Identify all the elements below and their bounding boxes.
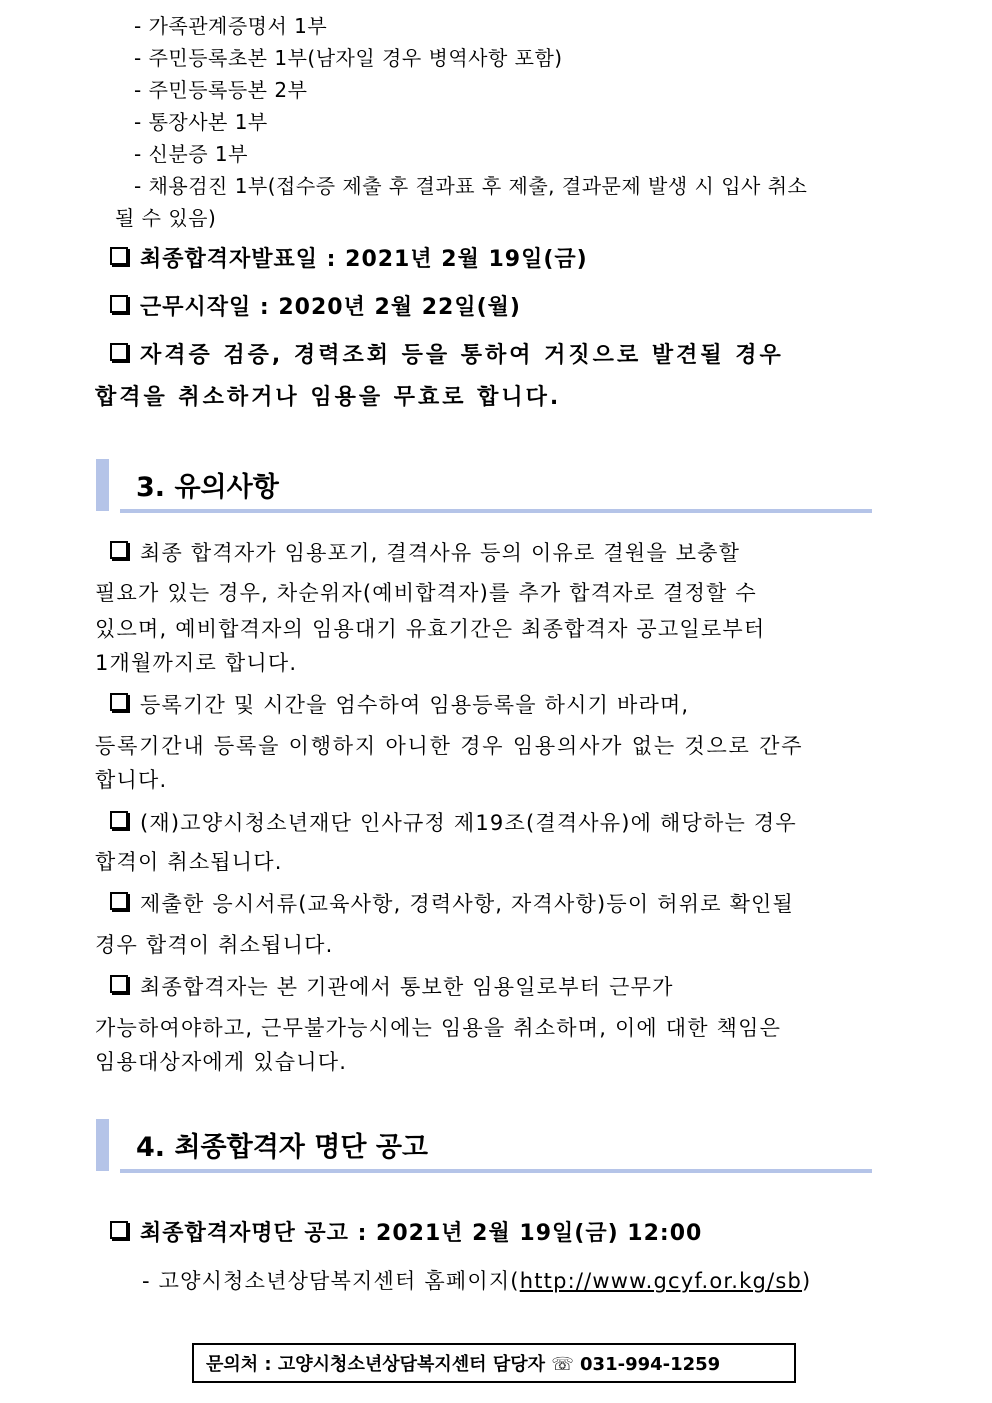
notice-line: 등록기간내 등록을 이행하지 아니한 경우 임용의사가 없는 것으로 간주: [95, 734, 804, 758]
doc-item: - 주민등록초본 1부(남자일 경우 병역사항 포함): [134, 46, 563, 70]
section-accent-bar: [96, 459, 109, 511]
section-underline: [120, 1169, 872, 1173]
section-4-header: [96, 1119, 872, 1171]
checkbox-icon: [110, 247, 128, 265]
checkbox-icon: [110, 693, 128, 711]
section-title: 3. 유의사항: [136, 472, 279, 503]
notice-line: 필요가 있는 경우, 차순위자(예비합격자)를 추가 합격자로 결정할 수: [95, 581, 757, 605]
contact-text: 문의처 : 고양시청소년상담복지센터 담당자 ☏ 031-994-1259: [206, 1354, 721, 1375]
notice-line: 있으며, 예비합격자의 임용대기 유효기간은 최종합격자 공고일로부터: [95, 617, 766, 641]
checkbox-icon: [110, 1221, 128, 1239]
section-title: 4. 최종합격자 명단 공고: [136, 1132, 428, 1163]
notice-line: 임용대상자에게 있습니다.: [95, 1050, 348, 1074]
notice-line: 1개월까지로 합니다.: [95, 651, 298, 675]
final-announce-date: 최종합격자발표일 : 2021년 2월 19일(금): [110, 242, 588, 273]
checkbox-icon: [110, 343, 128, 361]
notice-line: 등록기간 및 시간을 엄수하여 임용등록을 하시기 바라며,: [110, 689, 689, 719]
doc-item: - 채용검진 1부(접수증 제출 후 결과표 후 제출, 결과문제 발생 시 입사 취소: [134, 174, 808, 198]
list-announce-date: 최종합격자명단 공고 : 2021년 2월 19일(금) 12:00: [110, 1216, 702, 1247]
checkbox-icon: [110, 975, 128, 993]
checkbox-icon: [110, 541, 128, 559]
section-underline: [120, 509, 872, 513]
work-start-date: 근무시작일 : 2020년 2월 22일(월): [110, 290, 521, 321]
doc-item: - 가족관계증명서 1부: [134, 14, 328, 38]
notice-line: 제출한 응시서류(교육사항, 경력사항, 자격사항)등이 허위로 확인될: [110, 888, 794, 918]
homepage-line: - 고양시청소년상담복지센터 홈페이지(http://www.gcyf.or.kg/sb): [142, 1269, 812, 1293]
notice-line: 합니다.: [95, 768, 168, 792]
doc-item: - 주민등록등본 2부: [134, 78, 308, 102]
notice-line: 가능하여야하고, 근무불가능시에는 임용을 취소하며, 이에 대한 책임은: [95, 1016, 782, 1040]
doc-item: - 신분증 1부: [134, 142, 248, 166]
checkbox-icon: [110, 892, 128, 910]
notice-line: 경우 합격이 취소됩니다.: [95, 933, 334, 957]
section-accent-bar: [96, 1119, 109, 1171]
notice-line: 합격이 취소됩니다.: [95, 850, 283, 874]
doc-item: - 통장사본 1부: [134, 110, 268, 134]
homepage-link[interactable]: http://www.gcyf.or.kg/sb: [519, 1269, 803, 1293]
notice-line: 최종합격자는 본 기관에서 통보한 임용일로부터 근무가: [110, 971, 674, 1001]
checkbox-icon: [110, 295, 128, 313]
notice-line: 최종 합격자가 임용포기, 결격사유 등의 이유로 결원을 보충할: [110, 537, 740, 567]
false-notice-line: 자격증 검증, 경력조회 등을 통하여 거짓으로 발견될 경우: [110, 338, 784, 369]
section-3-header: [96, 459, 872, 511]
checkbox-icon: [110, 811, 128, 829]
false-notice-line: 합격을 취소하거나 임용을 무효로 합니다.: [95, 385, 562, 410]
contact-box: [192, 1343, 796, 1383]
doc-item: 될 수 있음): [115, 206, 217, 230]
notice-line: (재)고양시청소년재단 인사규정 제19조(결격사유)에 해당하는 경우: [110, 807, 797, 837]
